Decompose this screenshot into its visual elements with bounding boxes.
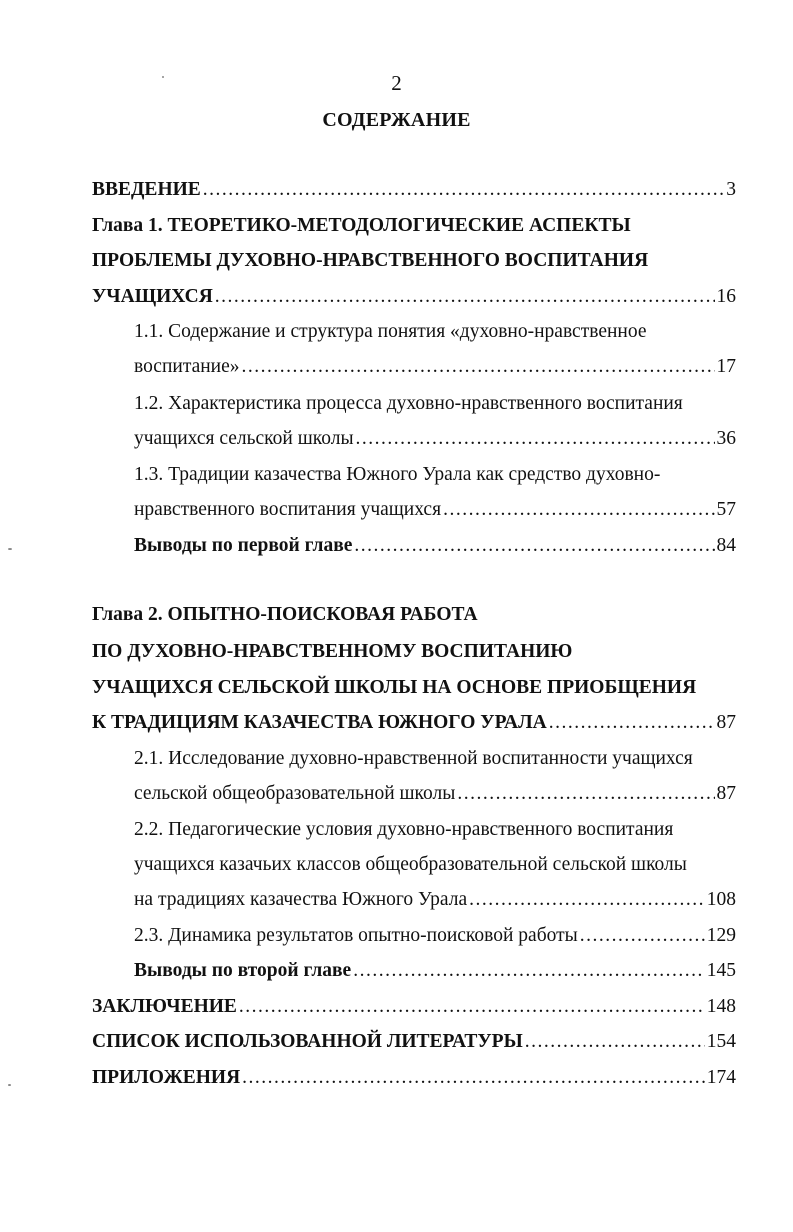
toc-entry-text: ВВЕДЕНИЕ: [92, 179, 201, 200]
toc-entry-page: 108: [706, 889, 736, 910]
toc-entry-chapter2-conclusions[interactable]: [134, 956, 736, 986]
dot-leader: [356, 424, 715, 454]
dot-leader: [242, 352, 715, 382]
section-1-3-line1: 1.3. Традиции казачества Южного Урала как средство духовно-: [134, 464, 661, 485]
toc-entry-text: сельской общеобразовательной школы: [134, 783, 456, 804]
dot-leader: [469, 885, 705, 915]
toc-entry-page: 3: [726, 179, 736, 200]
toc-entry-chapter1-conclusions[interactable]: [134, 531, 736, 561]
toc-entry-text: 2.3. Динамика результатов опытно-поисковой работы: [134, 925, 578, 946]
page-number: 2: [391, 71, 402, 95]
toc-entry-text: воспитание»: [134, 356, 240, 377]
dot-leader: [354, 531, 714, 561]
toc-entry-text: Выводы по второй главе: [134, 960, 352, 981]
toc-entry-page: 154: [706, 1031, 736, 1052]
toc-entry-page: 17: [716, 356, 736, 377]
toc-entry-page: 148: [706, 996, 736, 1017]
toc-entry-section-2-1[interactable]: [134, 779, 736, 809]
toc-entry-page: 87: [716, 712, 736, 733]
dot-leader: [525, 1027, 705, 1057]
toc-entry-page: 174: [706, 1067, 736, 1088]
section-1-2-line1: 1.2. Характеристика процесса духовно-нравственного воспитания: [134, 393, 683, 414]
toc-entry-section-1-1[interactable]: [134, 352, 736, 382]
toc-entry-page: 57: [716, 499, 736, 520]
toc-entry-chapter1[interactable]: [92, 282, 736, 312]
dot-leader: [443, 495, 714, 525]
scan-speck: [8, 1084, 11, 1086]
toc-entry-references[interactable]: [92, 1027, 736, 1057]
toc-entry-chapter2[interactable]: [92, 708, 736, 738]
toc-entry-section-2-2[interactable]: [134, 885, 736, 915]
toc-entry-text: УЧАЩИХСЯ: [92, 286, 213, 307]
toc-entry-page: 145: [706, 960, 736, 981]
section-2-2-line2: учащихся казачьих классов общеобразовательной сельской школы: [134, 854, 687, 875]
scan-speck: [8, 548, 12, 550]
dot-leader: [353, 956, 705, 986]
toc-entry-page: 84: [716, 535, 736, 556]
toc-entry-text: ЗАКЛЮЧЕНИЕ: [92, 996, 237, 1017]
dot-leader: [203, 175, 724, 205]
toc-entry-section-2-3[interactable]: [134, 921, 736, 951]
toc-entry-page: 16: [716, 286, 736, 307]
section-2-2-line1: 2.2. Педагогические условия духовно-нравственного воспитания: [134, 819, 674, 840]
toc-entry-page: 87: [716, 783, 736, 804]
dot-leader: [239, 992, 705, 1022]
toc-entry-text: СПИСОК ИСПОЛЬЗОВАННОЙ ЛИТЕРАТУРЫ: [92, 1031, 523, 1052]
toc-entry-text: ПРИЛОЖЕНИЯ: [92, 1067, 241, 1088]
chapter2-title-line3: УЧАЩИХСЯ СЕЛЬСКОЙ ШКОЛЫ НА ОСНОВЕ ПРИОБЩЕНИЯ: [92, 677, 697, 698]
toc-entry-section-1-2[interactable]: [134, 424, 736, 454]
toc-entry-text: нравственного воспитания учащихся: [134, 499, 442, 520]
dot-leader: [242, 1063, 705, 1093]
toc-entry-section-1-3[interactable]: [134, 495, 736, 525]
toc-entry-text: Выводы по первой главе: [134, 535, 353, 556]
page-title: СОДЕРЖАНИЕ: [322, 109, 471, 131]
dot-leader: [457, 779, 714, 809]
dot-leader: [580, 921, 705, 951]
chapter2-title-line2: ПО ДУХОВНО-НРАВСТВЕННОМУ ВОСПИТАНИЮ: [92, 641, 573, 662]
chapter2-title-line1: Глава 2. ОПЫТНО-ПОИСКОВАЯ РАБОТА: [92, 604, 478, 625]
section-1-1-line1: 1.1. Содержание и структура понятия «духовно-нравственное: [134, 321, 647, 342]
chapter1-title-line1: Глава 1. ТЕОРЕТИКО-МЕТОДОЛОГИЧЕСКИЕ АСПЕКТЫ: [92, 215, 631, 236]
toc-entry-page: 36: [716, 428, 736, 449]
chapter1-title-line2: ПРОБЛЕМЫ ДУХОВНО-НРАВСТВЕННОГО ВОСПИТАНИЯ: [92, 250, 649, 271]
toc-entry-text: на традициях казачества Южного Урала: [134, 889, 468, 910]
section-2-1-line1: 2.1. Исследование духовно-нравственной воспитанности учащихся: [134, 748, 693, 769]
toc-entry-text: К ТРАДИЦИЯМ КАЗАЧЕСТВА ЮЖНОГО УРАЛА: [92, 712, 547, 733]
scan-speck: [162, 76, 164, 78]
dot-leader: [215, 282, 715, 312]
dot-leader: [549, 708, 715, 738]
toc-entry-introduction[interactable]: [92, 175, 736, 205]
toc-entry-appendices[interactable]: [92, 1063, 736, 1093]
toc-entry-text: учащихся сельской школы: [134, 428, 354, 449]
toc-entry-conclusion[interactable]: [92, 992, 736, 1022]
toc-entry-page: 129: [706, 925, 736, 946]
